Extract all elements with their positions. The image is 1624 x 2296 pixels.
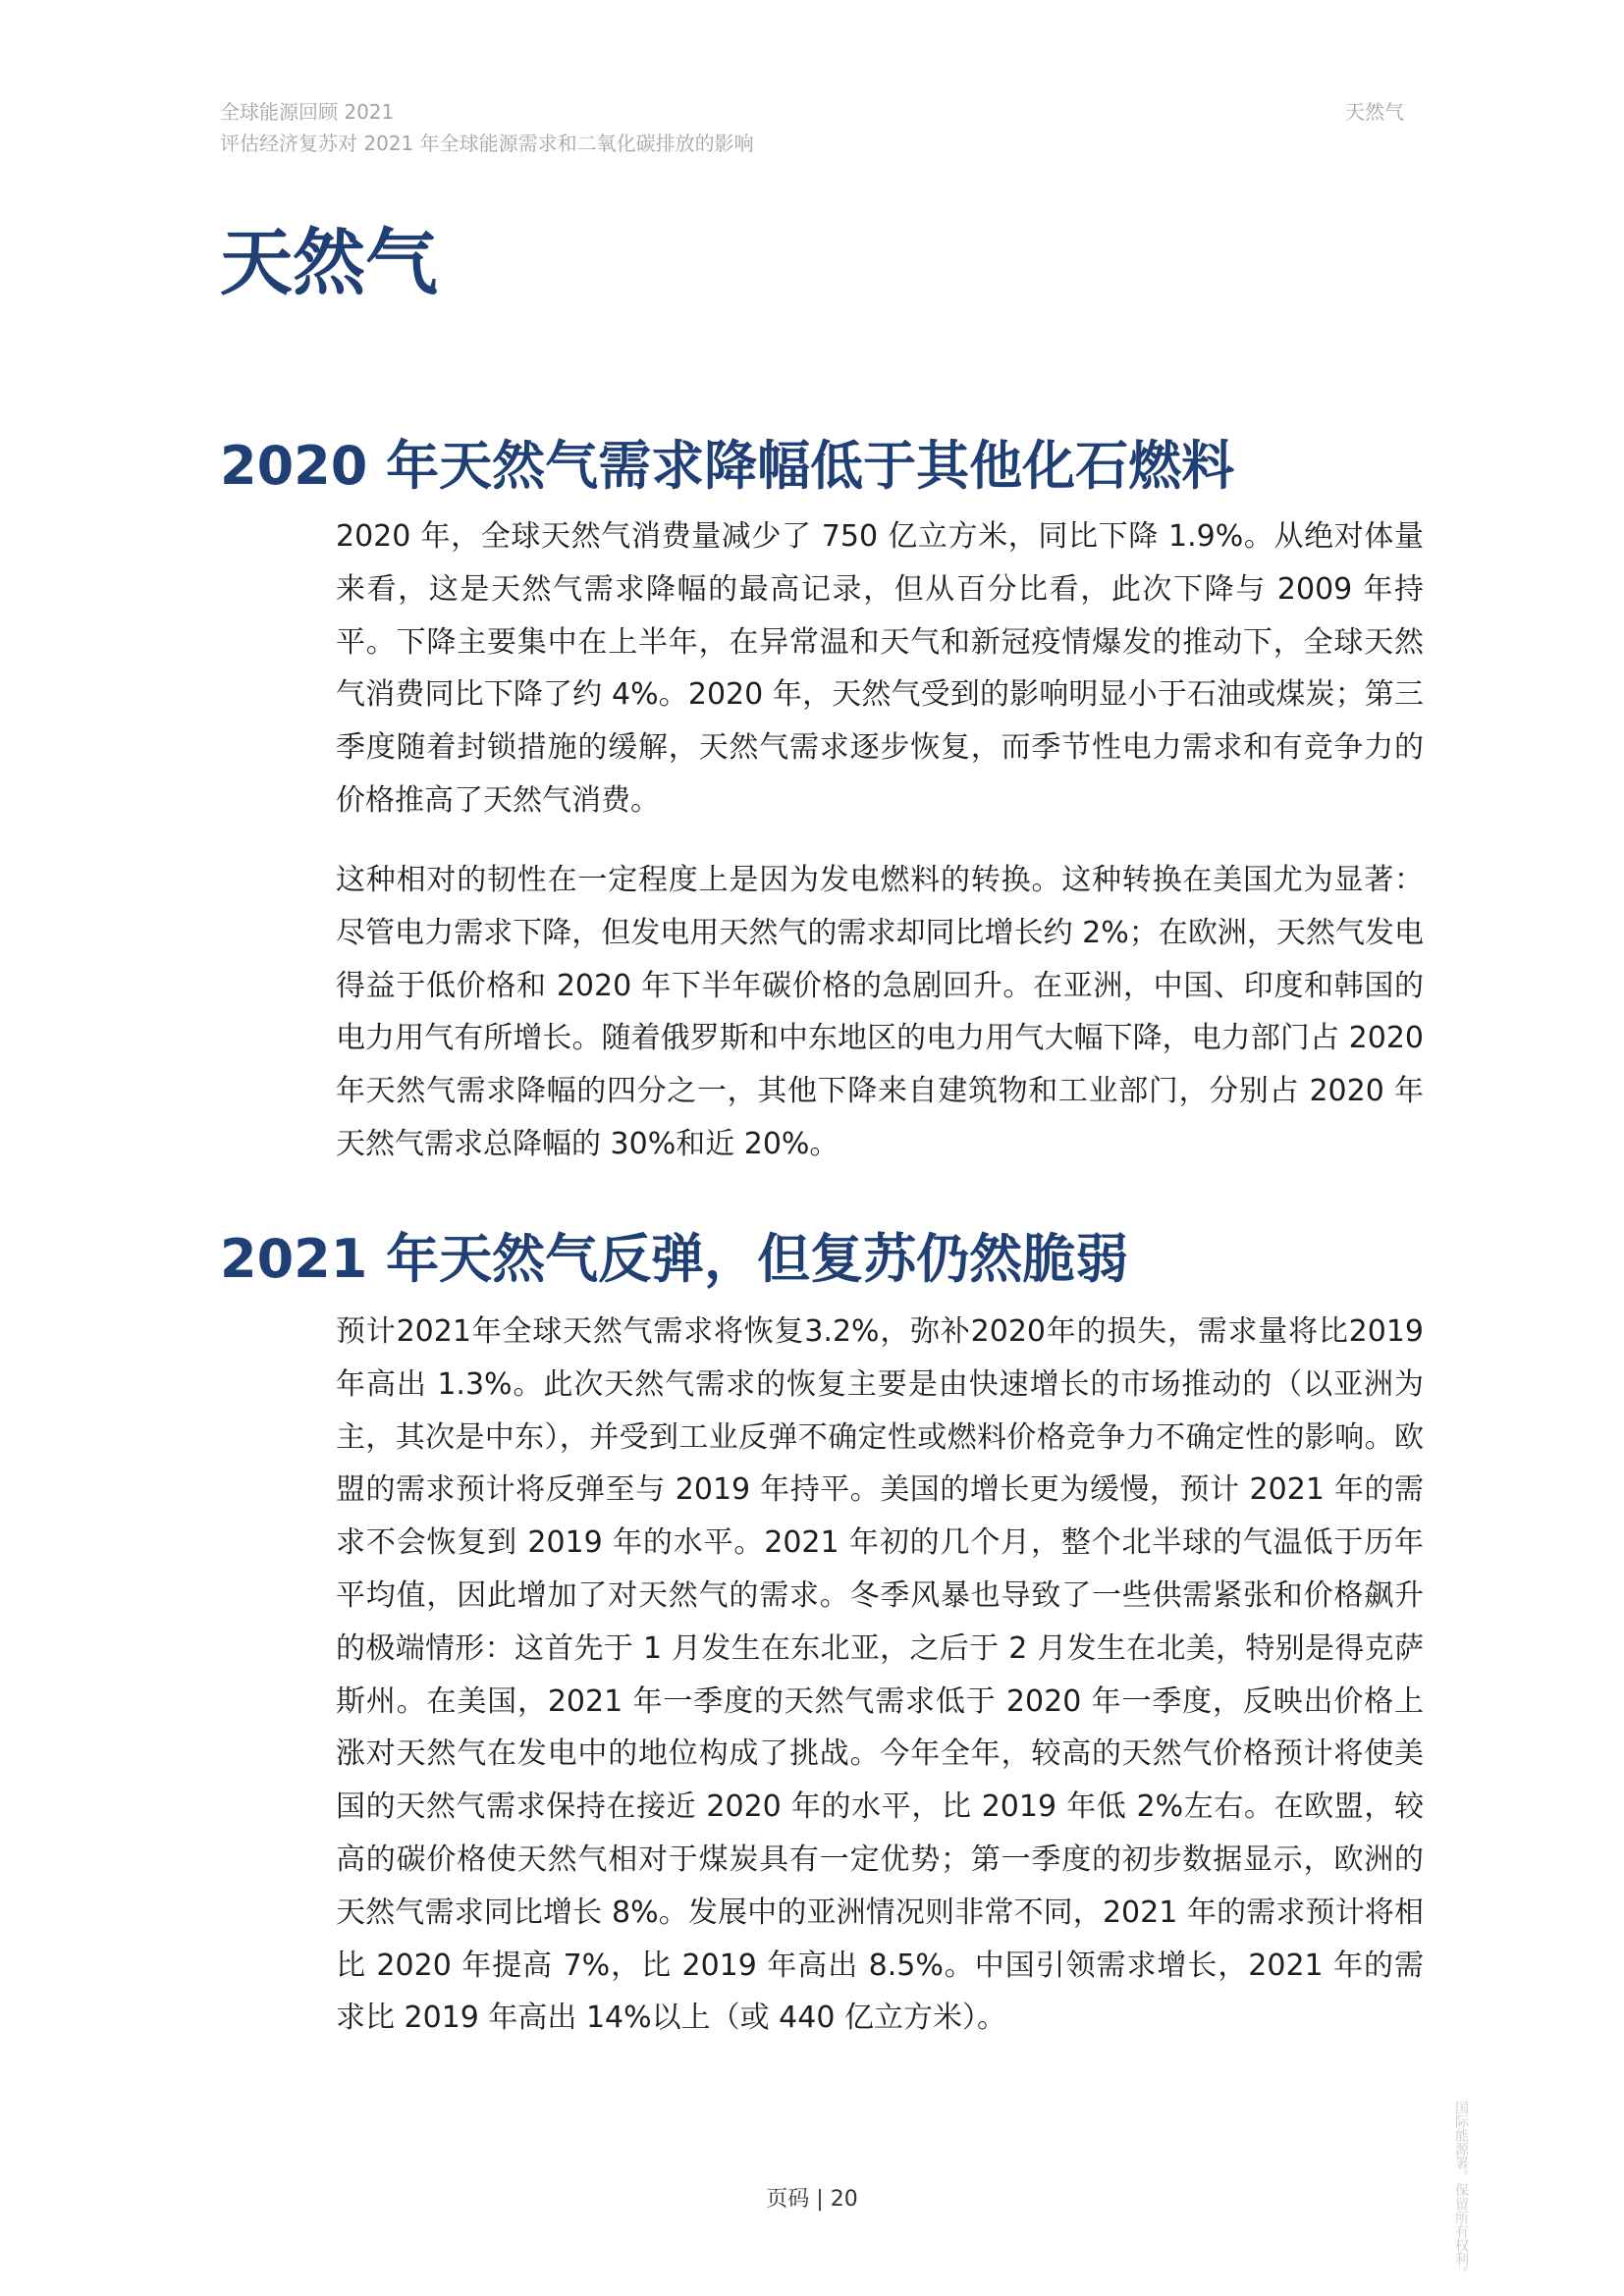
report-subtitle: 评估经济复苏对 2021 年全球能源需求和二氧化碳排放的影响 [220,132,754,155]
page-number: 页码 | 20 [766,2187,858,2212]
section-name: 天然气 [1345,100,1404,124]
paragraph: 2020 年，全球天然气消费量减少了 750 亿立方米，同比下降 1.9%。从绝对体量来看，这是天然气需求降幅的最高记录，但从百分比看，此次下降与 2009 年持平。下降主要集中在上半年，在异常温和天气和新冠疫情爆发的推动下，全球天然气消费同比下降了约 4%。2020 年，天然气受到的影响明显小于石油或煤炭；第三季度随着封锁措施的缓解，天然气需求逐步恢复，而季节性电力需求和有竞争力的价格推高了天然气消费。 [336,519,1424,818]
report-title: 全球能源回顾 2021 [220,100,395,124]
section-heading-2021: 2021 年天然气反弹，但复苏仍然脆弱 [220,1228,1129,1290]
paragraph: 这种相对的韧性在一定程度上是因为发电燃料的转换。这种转换在美国尤为显著：尽管电力需求下降，但发电用天然气的需求却同比增长约 2%；在欧洲，天然气发电得益于低价格和 2020 年下半年碳价格的急剧回升。在亚洲，中国、印度和韩国的电力用气有所增长。随着俄罗斯和中东地区的电力用气大幅下降，电力部门占 2020 年天然气需求降幅的四分之一，其他下降来自建筑物和工业部门，分别占 2020 年天然气需求总降幅的 30%和近 20%。 [336,863,1424,1161]
paragraph: 预计2021年全球天然气需求将恢复3.2%，弥补2020年的损失，需求量将比2019年高出 1.3%。此次天然气需求的恢复主要是由快速增长的市场推动的（以亚洲为主，其次是中东），并受到工业反弹不确定性或燃料价格竞争力不确定性的影响。欧盟的需求预计将反弹至与 2019 年持平。美国的增长更为缓慢，预计 2021 年的需求不会恢复到 2019 年的水平。2021 年初的几个月，整个北半球的气温低于历年平均值，因此增加了对天然气的需求。冬季风暴也导致了一些供需紧张和价格飙升的极端情形：这首先于 1 月发生在东北亚，之后于 2 月发生在北美，特别是得克萨斯州。在美国，2021 年一季度的天然气需求低于 2020 年一季度，反映出价格上涨对天然气在发电中的地位构成了挑战。今年全年，较高的天然气价格预计将使美国的天然气需求保持在接近 2020 年的水平，比 2019 年低 2%左右。在欧盟，较高的碳价格使天然气相对于煤炭具有一定优势；第一季度的初步数据显示，欧洲的天然气需求同比增长 8%。发展中的亚洲情况则非常不同，2021 年的需求预计将相比 2020 年提高 7%，比 2019 年高出 8.5%。中国引领需求增长，2021 年的需求比 2019 年高出 14%以上（或 440 亿立方米）。 [336,1314,1424,2036]
section-heading-2020: 2020 年天然气需求降幅低于其他化石燃料 [220,435,1235,497]
copyright-note: 国际能源署。保留所有权利。 [1453,2101,1469,2279]
page-title: 天然气 [220,221,438,305]
